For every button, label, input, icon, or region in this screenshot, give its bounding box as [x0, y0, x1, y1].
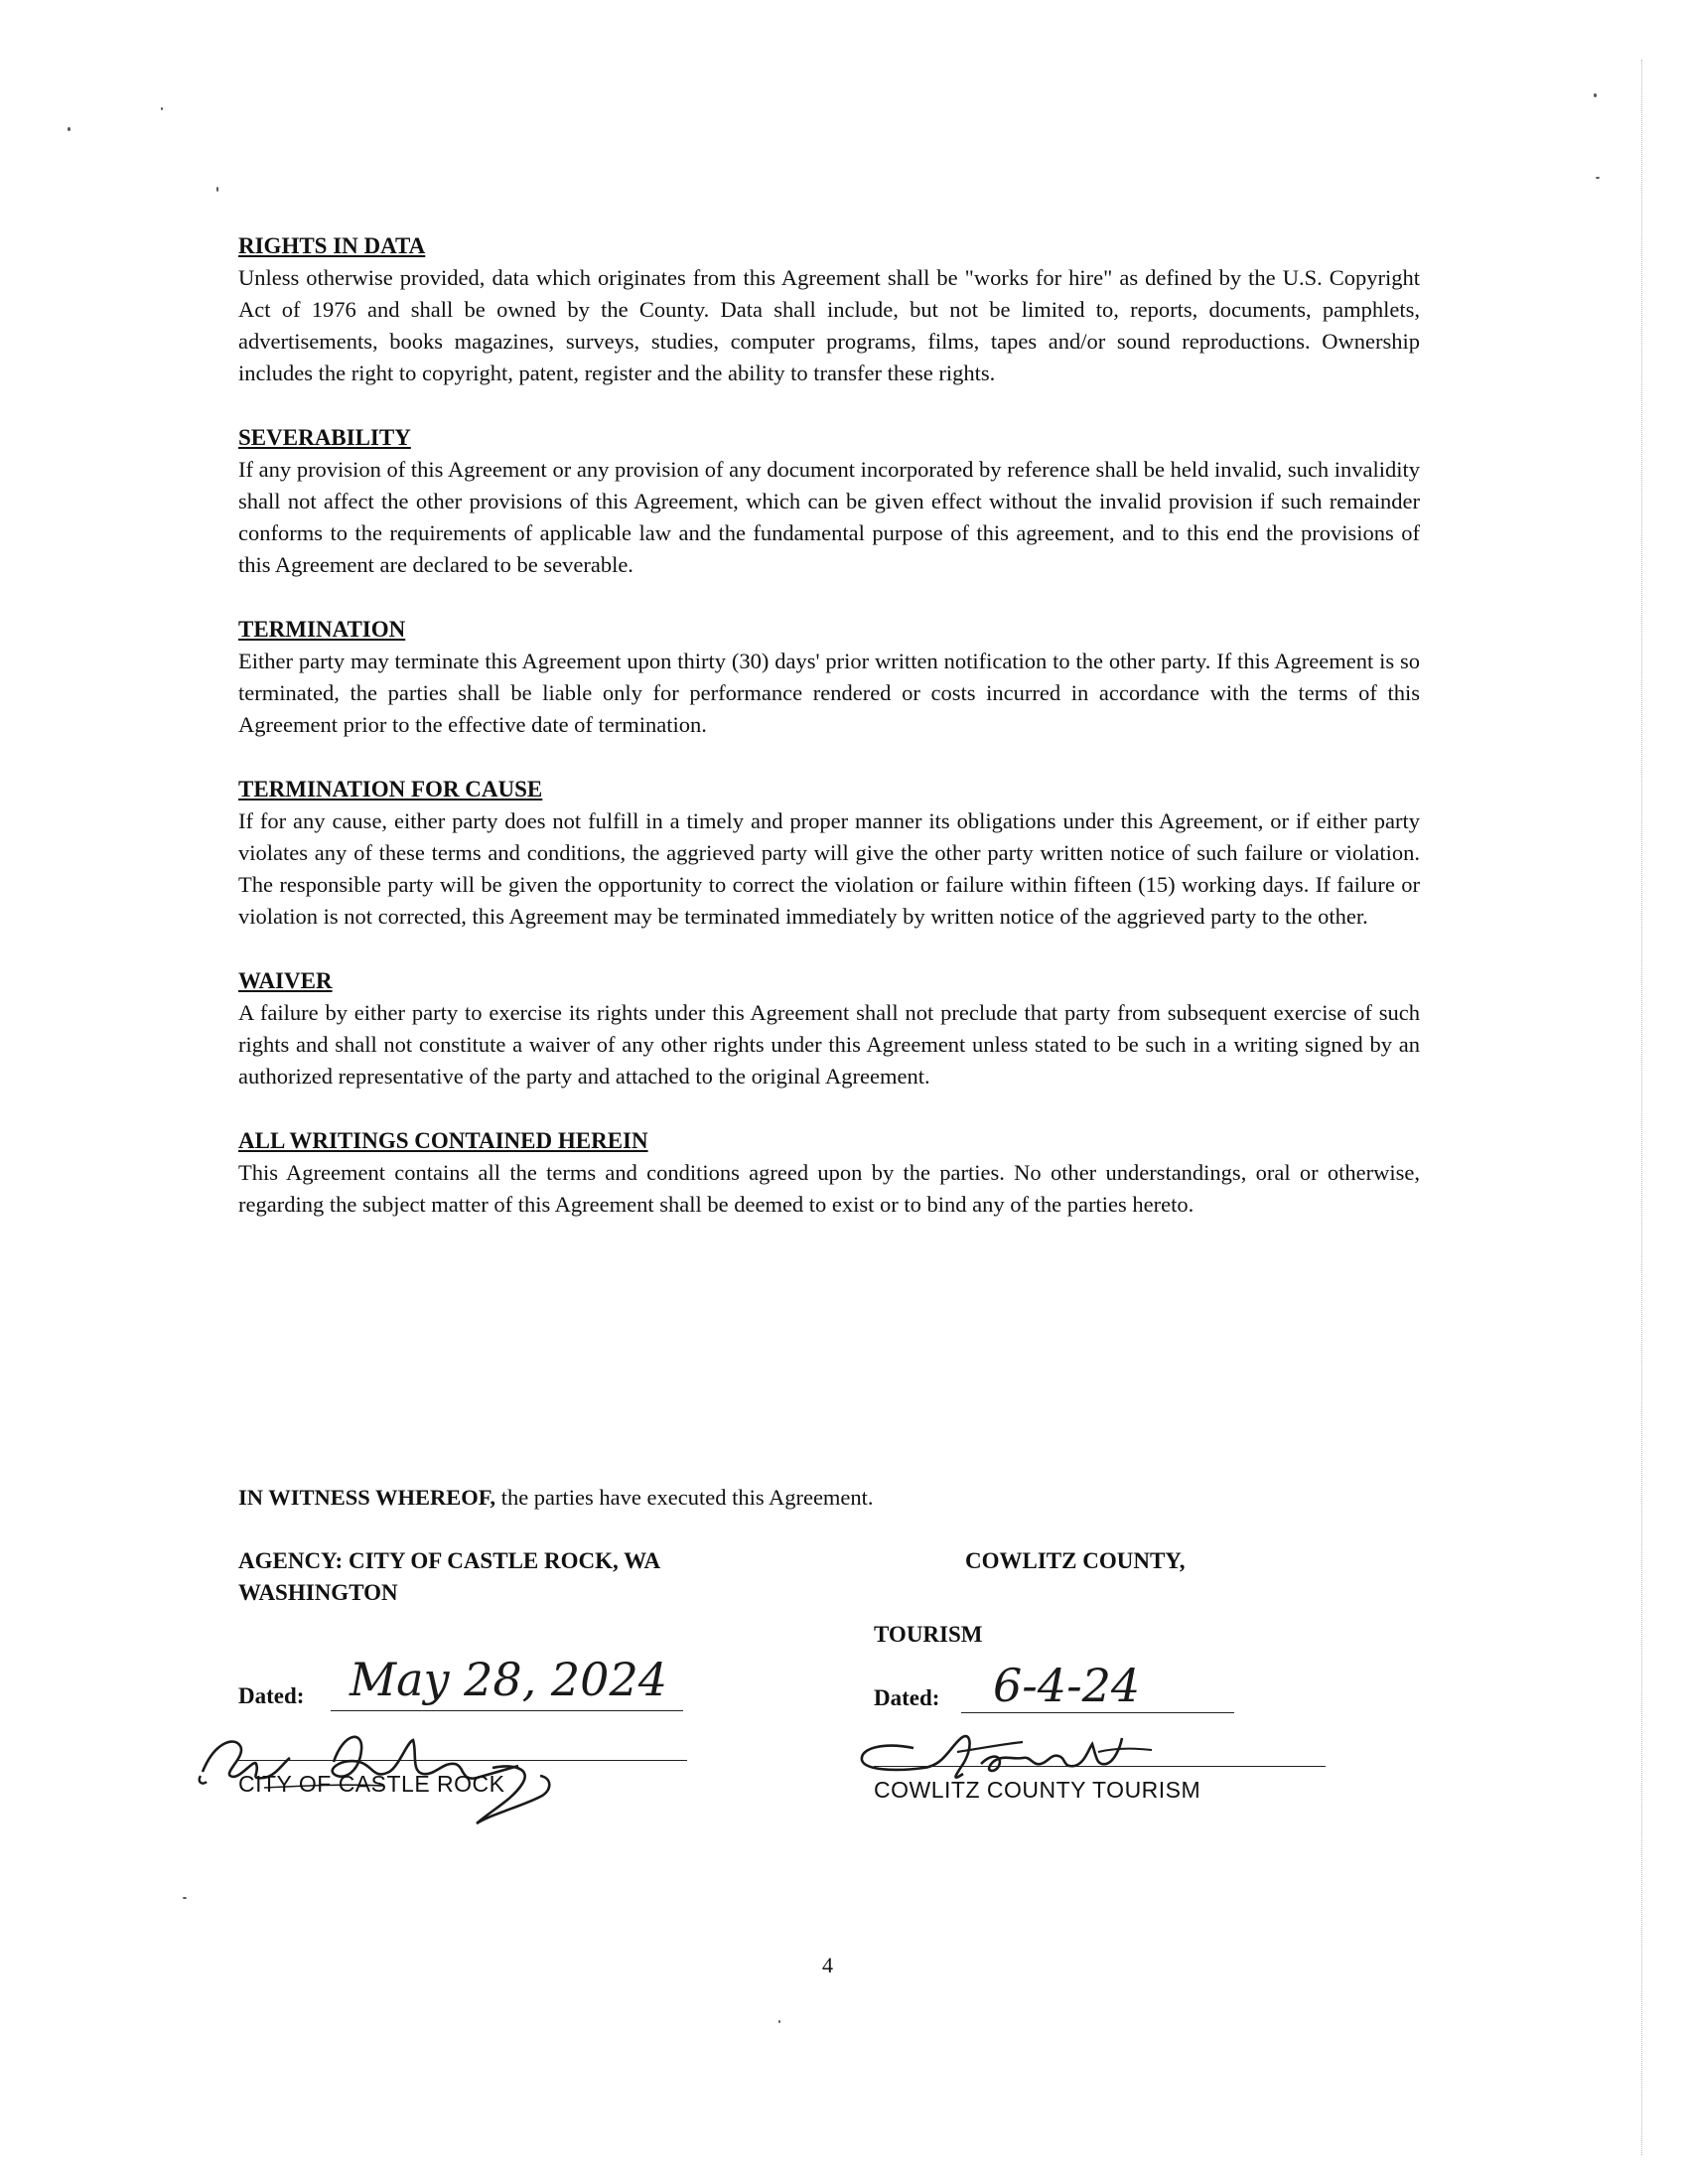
section-heading: TERMINATION: [238, 617, 406, 642]
page-number: 4: [822, 1953, 833, 1977]
tourism-name: TOURISM: [874, 1622, 983, 1647]
section-heading: WAIVER: [238, 968, 333, 993]
section-rights-in-data: [238, 230, 1420, 389]
scan-speck: [68, 127, 70, 131]
section-heading: TERMINATION FOR CAUSE: [238, 777, 543, 801]
section-severability: [238, 422, 1420, 581]
section-text: Unless otherwise provided, data which originates from this Agreement shall be "works for hire" as defined by the U.S. Copyright Act of 1976 and shall be owned by the County. Data shall include, but not be limited to, reports, documents, pamphlets, advertisements, books magazines, surveys, studies, computer programs, films, tapes and/or sound reproductions. Ownership includes the right to copyright, patent, register and the ability to transfer these rights.: [238, 265, 1420, 385]
section-heading: SEVERABILITY: [238, 425, 411, 450]
dated-label-right: Dated:: [874, 1685, 940, 1710]
witness-statement: [238, 1482, 874, 1514]
section-heading: RIGHTS IN DATA: [238, 233, 426, 258]
witness-lead: IN WITNESS WHEREOF,: [238, 1485, 496, 1510]
handwritten-date-right: 6-4-24: [993, 1659, 1141, 1712]
scan-edge-line: [1641, 60, 1642, 2155]
section-termination: [238, 614, 1420, 741]
signer-label-left: CITY OF CASTLE ROCK: [238, 1771, 505, 1797]
signer-label-right: COWLITZ COUNTY TOURISM: [874, 1777, 1201, 1803]
scan-speck: [216, 187, 218, 192]
scan-speck: [161, 107, 163, 110]
scan-speck: [778, 2020, 780, 2023]
section-termination-for-cause: [238, 774, 1420, 933]
section-text: A failure by either party to exercise its rights under this Agreement shall not preclude that party from subsequent exercise of such rights and shall not constitute a waiver of any other rights under this Agreement unless stated to be such in a writing signed by an authorized representative of the party and attached to the original Agreement.: [238, 1000, 1420, 1089]
section-text: If any provision of this Agreement or any provision of any document incorporated by reference shall be held invalid, such invalidity shall not affect the other provisions of this Agreement, which can be given effect without the invalid provision if such remainder conforms to the requirements of applicable law and the fundamental purpose of this agreement, and to this end the provisions of this Agreement are declared to be severable.: [238, 457, 1420, 577]
agency-line-2: WASHINGTON: [238, 1580, 398, 1605]
scan-speck: [1596, 177, 1600, 179]
section-heading: ALL WRITINGS CONTAINED HEREIN: [238, 1128, 648, 1153]
agreement-body: [238, 230, 1420, 1253]
scan-speck: [1594, 93, 1597, 97]
section-text: If for any cause, either party does not fulfill in a timely and proper manner its obligations under this Agreement, or if either party violates any of these terms and conditions, the aggrieved party will give the other party written notice of such failure or violation. The responsible party will be given the opportunity to correct the violation or failure within fifteen (15) working days. If failure or violation is not corrected, this Agreement may be terminated immediately by written notice of the aggrieved party to the other.: [238, 808, 1420, 929]
section-text: This Agreement contains all the terms and conditions agreed upon by the parties. No other understandings, oral or otherwise, regarding the subject matter of this Agreement shall be deemed to exist or to bind any of the parties hereto.: [238, 1160, 1420, 1217]
agency-line-1: AGENCY: CITY OF CASTLE ROCK, WA: [238, 1548, 661, 1573]
handwritten-date-left: May 28, 2024: [350, 1653, 667, 1706]
section-waiver: [238, 965, 1420, 1092]
section-all-writings: [238, 1125, 1420, 1221]
section-text: Either party may terminate this Agreement upon thirty (30) days' prior written notification to the other party. If this Agreement is so terminated, the parties shall be liable only for performance rendered or costs incurred in accordance with the terms of this Agreement prior to the effective date of termination.: [238, 649, 1420, 737]
witness-rest: the parties have executed this Agreement.: [495, 1485, 874, 1510]
dated-label-left: Dated:: [238, 1683, 305, 1708]
signature-left: [195, 1702, 572, 1831]
county-name: COWLITZ COUNTY,: [965, 1548, 1186, 1573]
scan-speck: [183, 1897, 187, 1899]
agency-name: [238, 1545, 794, 1609]
